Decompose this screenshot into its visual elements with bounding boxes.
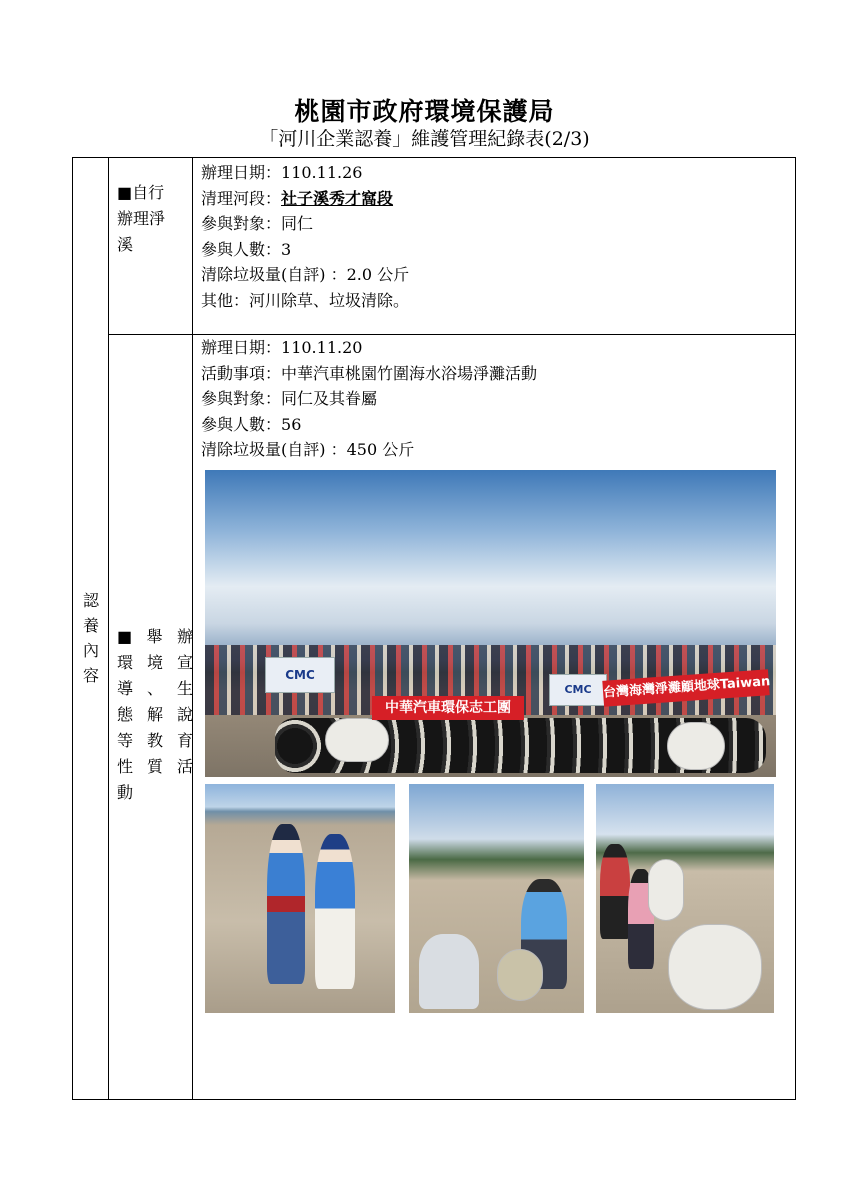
page-title: 桃園市政府環境保護局 (294, 97, 555, 126)
participants-line: 參與對象：同仁 (201, 214, 314, 233)
volunteer-banner: 中華汽車環保志工團 (372, 696, 524, 720)
person (267, 824, 305, 984)
net-bundle (497, 949, 543, 1001)
river-section-line: 清理河段：社子溪秀才窩段 (201, 188, 394, 208)
photo-collecting-waste (409, 784, 584, 1013)
foam-float (325, 718, 389, 762)
date-line: 辦理日期：110.11.26 (201, 163, 363, 182)
date-line: 辦理日期：110.11.20 (201, 338, 363, 357)
page-subtitle: 「河川企業認養」維護管理紀錄表(2/3) (259, 128, 590, 150)
garbage-amount-line: 清除垃圾量(自評) ：2.0 公斤 (201, 265, 410, 284)
person (600, 844, 630, 939)
foam-float (668, 924, 762, 1010)
person (419, 934, 479, 1009)
foam-float (667, 722, 725, 770)
cmc-logo-banner: CMC (265, 657, 335, 693)
participant-count-line: 參與人數：56 (201, 414, 302, 434)
garbage-amount-line: 清除垃圾量(自評) ：450 公斤 (201, 440, 415, 459)
adoption-content-label: 認 養 內 容 (82, 591, 99, 685)
other-line: 其他：河川除草、垃圾清除。 (201, 290, 410, 310)
person (315, 834, 355, 989)
section2-category: ■ 舉 辦 環 境 宣 導 、 生 態 解 說 等 教 育 性 質 活 動 (117, 627, 193, 802)
section1-category: ■自行 辦理淨 溪 (117, 183, 166, 254)
photo-volunteers-recording (205, 784, 395, 1013)
participants-line: 參與對象：同仁及其眷屬 (201, 389, 378, 408)
foam-float (648, 859, 684, 921)
record-table (72, 157, 796, 1100)
beach-cleanup-banner: 台灣海灣淨灘顧地球Taiwan (602, 669, 769, 707)
cmc-logo-banner: CMC (549, 674, 607, 706)
participant-count-line: 參與人數：3 (201, 239, 292, 259)
activity-line: 活動事項：中華汽車桃園竹圍海水浴場淨灘活動 (201, 363, 538, 383)
section1-details (201, 160, 409, 313)
group-photo (205, 470, 776, 777)
photo-carrying-floats (596, 784, 774, 1013)
section2-details (201, 335, 537, 463)
